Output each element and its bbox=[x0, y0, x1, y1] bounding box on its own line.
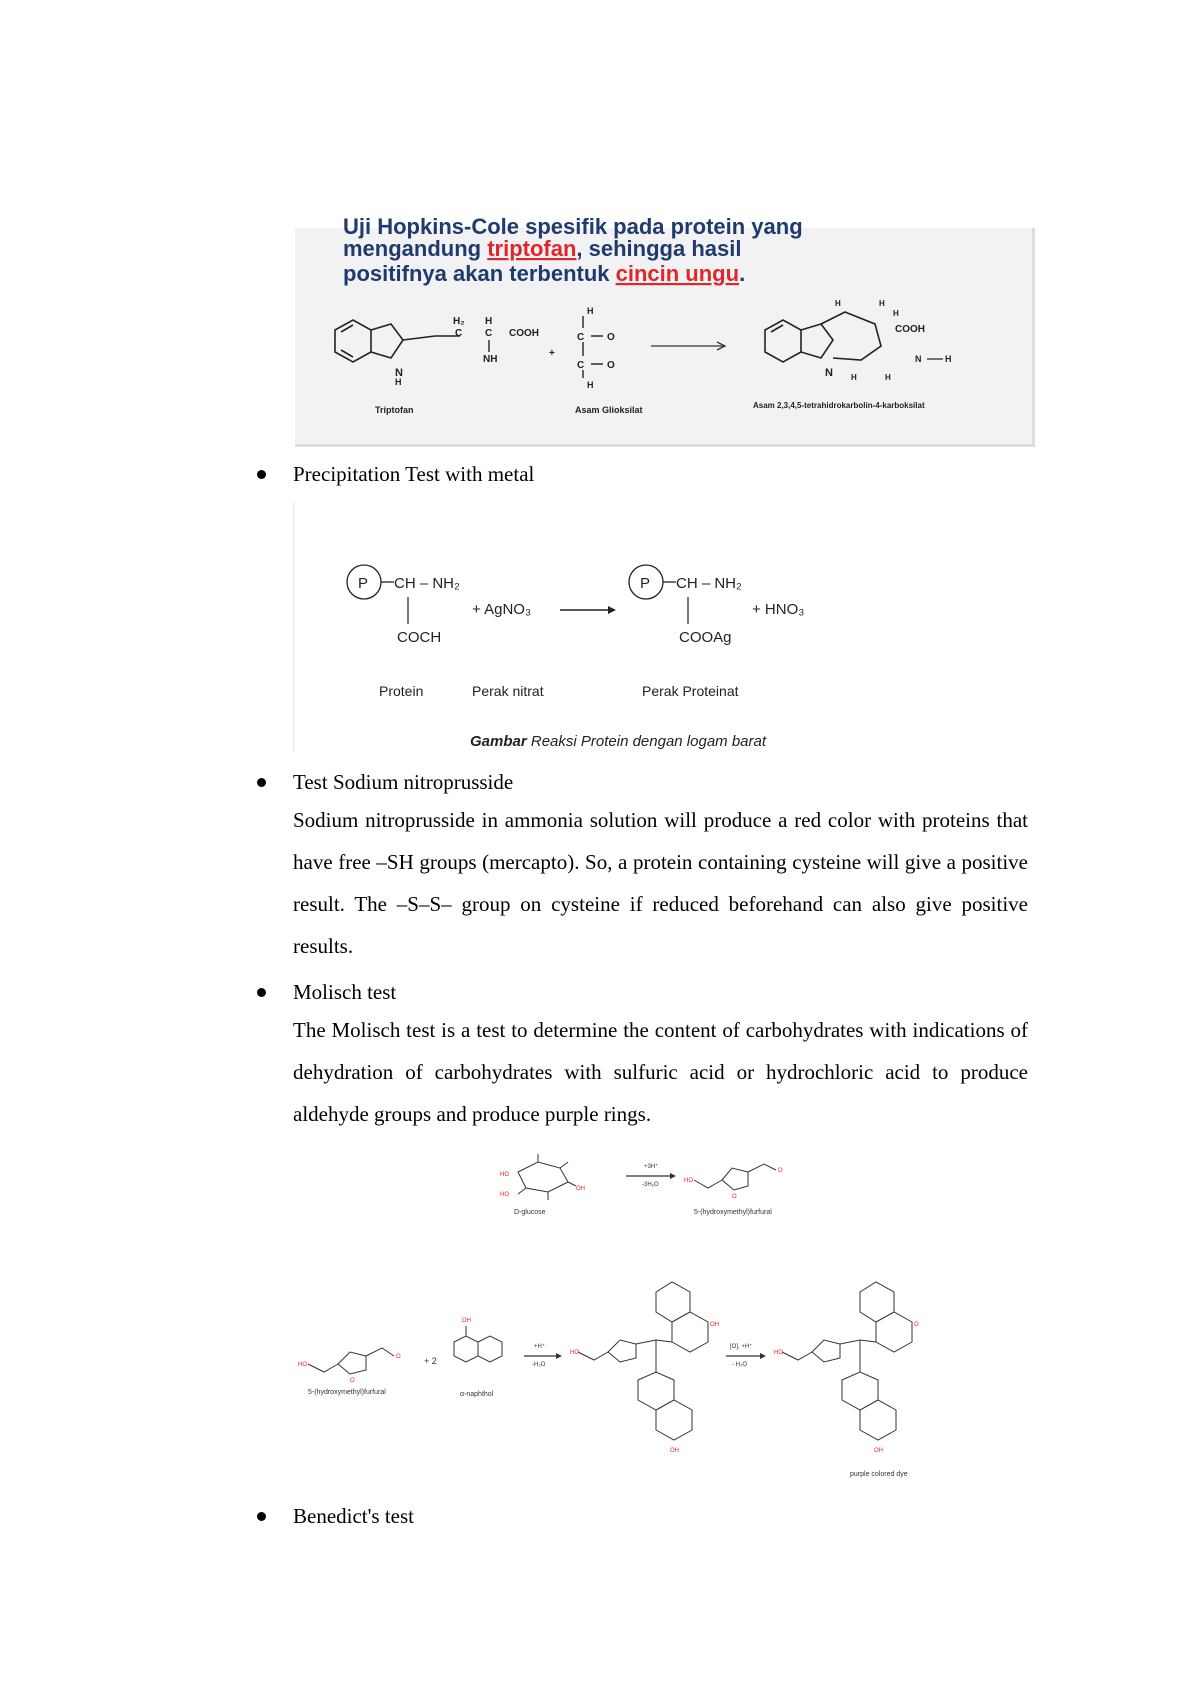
svg-text:-H₂O: -H₂O bbox=[532, 1362, 546, 1368]
item-title-molisch: Molisch test bbox=[293, 980, 397, 1004]
label-purple-dye: purple colored dye bbox=[850, 1471, 908, 1478]
label-hmf: 5-(hydroxymethyl)furfural bbox=[694, 1209, 772, 1216]
svg-text:-3H₂O: -3H₂O bbox=[642, 1182, 659, 1188]
svg-text:[O], +H⁺: [O], +H⁺ bbox=[730, 1344, 753, 1350]
svg-text:H: H bbox=[485, 316, 493, 327]
svg-text:H: H bbox=[835, 299, 841, 308]
bullet bbox=[257, 988, 266, 997]
svg-text:O: O bbox=[350, 1378, 355, 1384]
header-line-3: positifnya akan terbentuk cincin ungu. bbox=[343, 261, 746, 286]
label-glucose: D-glucose bbox=[514, 1209, 546, 1216]
svg-text:C: C bbox=[577, 360, 585, 371]
svg-text:O: O bbox=[607, 360, 615, 371]
svg-text:H: H bbox=[851, 373, 857, 382]
svg-text:H: H bbox=[879, 299, 885, 308]
svg-text:HO: HO bbox=[570, 1350, 579, 1356]
svg-text:+3H⁺: +3H⁺ bbox=[644, 1164, 659, 1170]
svg-text:HO: HO bbox=[774, 1350, 783, 1356]
svg-text:C: C bbox=[455, 328, 463, 339]
reaction-arrow bbox=[651, 342, 725, 350]
svg-text:H: H bbox=[893, 309, 899, 318]
svg-text:O: O bbox=[778, 1168, 783, 1174]
label-protein: Protein bbox=[379, 683, 424, 699]
cooag: COOAg bbox=[679, 629, 732, 646]
header-line-1: Uji Hopkins-Cole spesifik pada protein yang bbox=[343, 214, 803, 239]
plus-agno3: + AgNO₃ bbox=[472, 601, 532, 618]
bullet bbox=[257, 470, 266, 479]
svg-text:N: N bbox=[825, 367, 833, 379]
svg-text:C: C bbox=[485, 328, 493, 339]
svg-text:O: O bbox=[914, 1322, 919, 1328]
svg-text:P: P bbox=[358, 575, 369, 592]
hopkins-cole-svg bbox=[295, 214, 1032, 444]
svg-text:O: O bbox=[732, 1194, 737, 1200]
figure-caption: Gambar Reaksi Protein dengan logam barat bbox=[470, 733, 767, 750]
label-perak-proteinat: Perak Proteinat bbox=[642, 683, 739, 699]
svg-text:P: P bbox=[640, 575, 651, 592]
bullet bbox=[257, 1512, 266, 1521]
svg-text:OH: OH bbox=[462, 1318, 471, 1324]
label-perak-nitrat: Perak nitrat bbox=[472, 683, 544, 699]
svg-text:OH: OH bbox=[874, 1448, 883, 1454]
item-title-nitroprusside: Test Sodium nitroprusside bbox=[293, 770, 514, 794]
svg-text:+ 2: + 2 bbox=[424, 1356, 437, 1366]
molisch-figure-1 bbox=[498, 1150, 818, 1222]
svg-text:COOH: COOH bbox=[509, 328, 539, 339]
svg-text:HO: HO bbox=[684, 1178, 693, 1184]
glucose-reaction-svg bbox=[498, 1150, 818, 1222]
precipitation-figure bbox=[293, 502, 814, 752]
svg-text:NH: NH bbox=[483, 354, 498, 365]
label-glioksilat: Asam Glioksilat bbox=[575, 405, 643, 415]
svg-text:O: O bbox=[396, 1354, 401, 1360]
product-structure bbox=[765, 312, 881, 362]
hopkins-cole-figure bbox=[295, 214, 1035, 447]
svg-text:H₂: H₂ bbox=[453, 316, 465, 327]
paragraph-molisch: The Molisch test is a test to determine the content of carbohydrates with indications of dehydration of carbohydrates with sulfuric acid or hydrochloric acid to produce aldehyde groups and produce purple rings. bbox=[293, 1018, 1028, 1126]
item-title-precipitation: Precipitation Test with metal bbox=[293, 462, 535, 486]
label-naphthol: α-naphthol bbox=[460, 1391, 494, 1398]
svg-text:OH: OH bbox=[576, 1186, 585, 1192]
plus-hno3: + HNO₃ bbox=[752, 601, 805, 618]
glyoxylic-structure bbox=[583, 316, 603, 378]
label-hmf2: 5-(hydroxymethyl)furfural bbox=[308, 1389, 386, 1396]
svg-text:HO: HO bbox=[500, 1192, 509, 1198]
molisch-figure-2 bbox=[298, 1252, 978, 1482]
svg-text:H: H bbox=[587, 306, 594, 316]
dye-reaction-svg bbox=[298, 1252, 978, 1482]
svg-text:- H₂O: - H₂O bbox=[732, 1362, 747, 1368]
ch-nh2-right: CH – NH₂ bbox=[676, 575, 742, 592]
precipitation-svg bbox=[294, 502, 814, 752]
svg-text:C: C bbox=[577, 332, 585, 343]
svg-text:H: H bbox=[945, 354, 952, 364]
svg-text:H: H bbox=[587, 380, 594, 390]
ch-nh2-left: CH – NH₂ bbox=[394, 575, 460, 592]
svg-text:COOH: COOH bbox=[895, 324, 925, 335]
svg-text:+: + bbox=[549, 348, 555, 359]
paragraph-nitroprusside: Sodium nitroprusside in ammonia solution will produce a red color with proteins that have free –SH groups (mercapto). So, a protein containing cysteine will give a positive result. The –S–S– group on cysteine if reduced beforehand can also give positive results. bbox=[293, 808, 1028, 958]
label-triptofan: Triptofan bbox=[375, 405, 414, 415]
coch: COCH bbox=[397, 629, 442, 646]
svg-text:H: H bbox=[395, 377, 402, 387]
item-title-benedict: Benedict's test bbox=[293, 1504, 415, 1528]
header-line-2: mengandung triptofan, sehingga hasil bbox=[343, 236, 742, 261]
svg-text:H: H bbox=[885, 373, 891, 382]
svg-text:O: O bbox=[607, 332, 615, 343]
svg-text:OH: OH bbox=[670, 1448, 679, 1454]
svg-text:N: N bbox=[915, 354, 922, 364]
label-product: Asam 2,3,4,5-tetrahidrokarbolin-4-karboksilat bbox=[753, 401, 925, 410]
svg-text:N: N bbox=[395, 367, 403, 379]
bullet bbox=[257, 778, 266, 787]
svg-text:OH: OH bbox=[710, 1322, 719, 1328]
svg-text:+H⁺: +H⁺ bbox=[534, 1344, 546, 1350]
svg-text:HO: HO bbox=[298, 1362, 307, 1368]
svg-text:HO: HO bbox=[500, 1172, 509, 1178]
